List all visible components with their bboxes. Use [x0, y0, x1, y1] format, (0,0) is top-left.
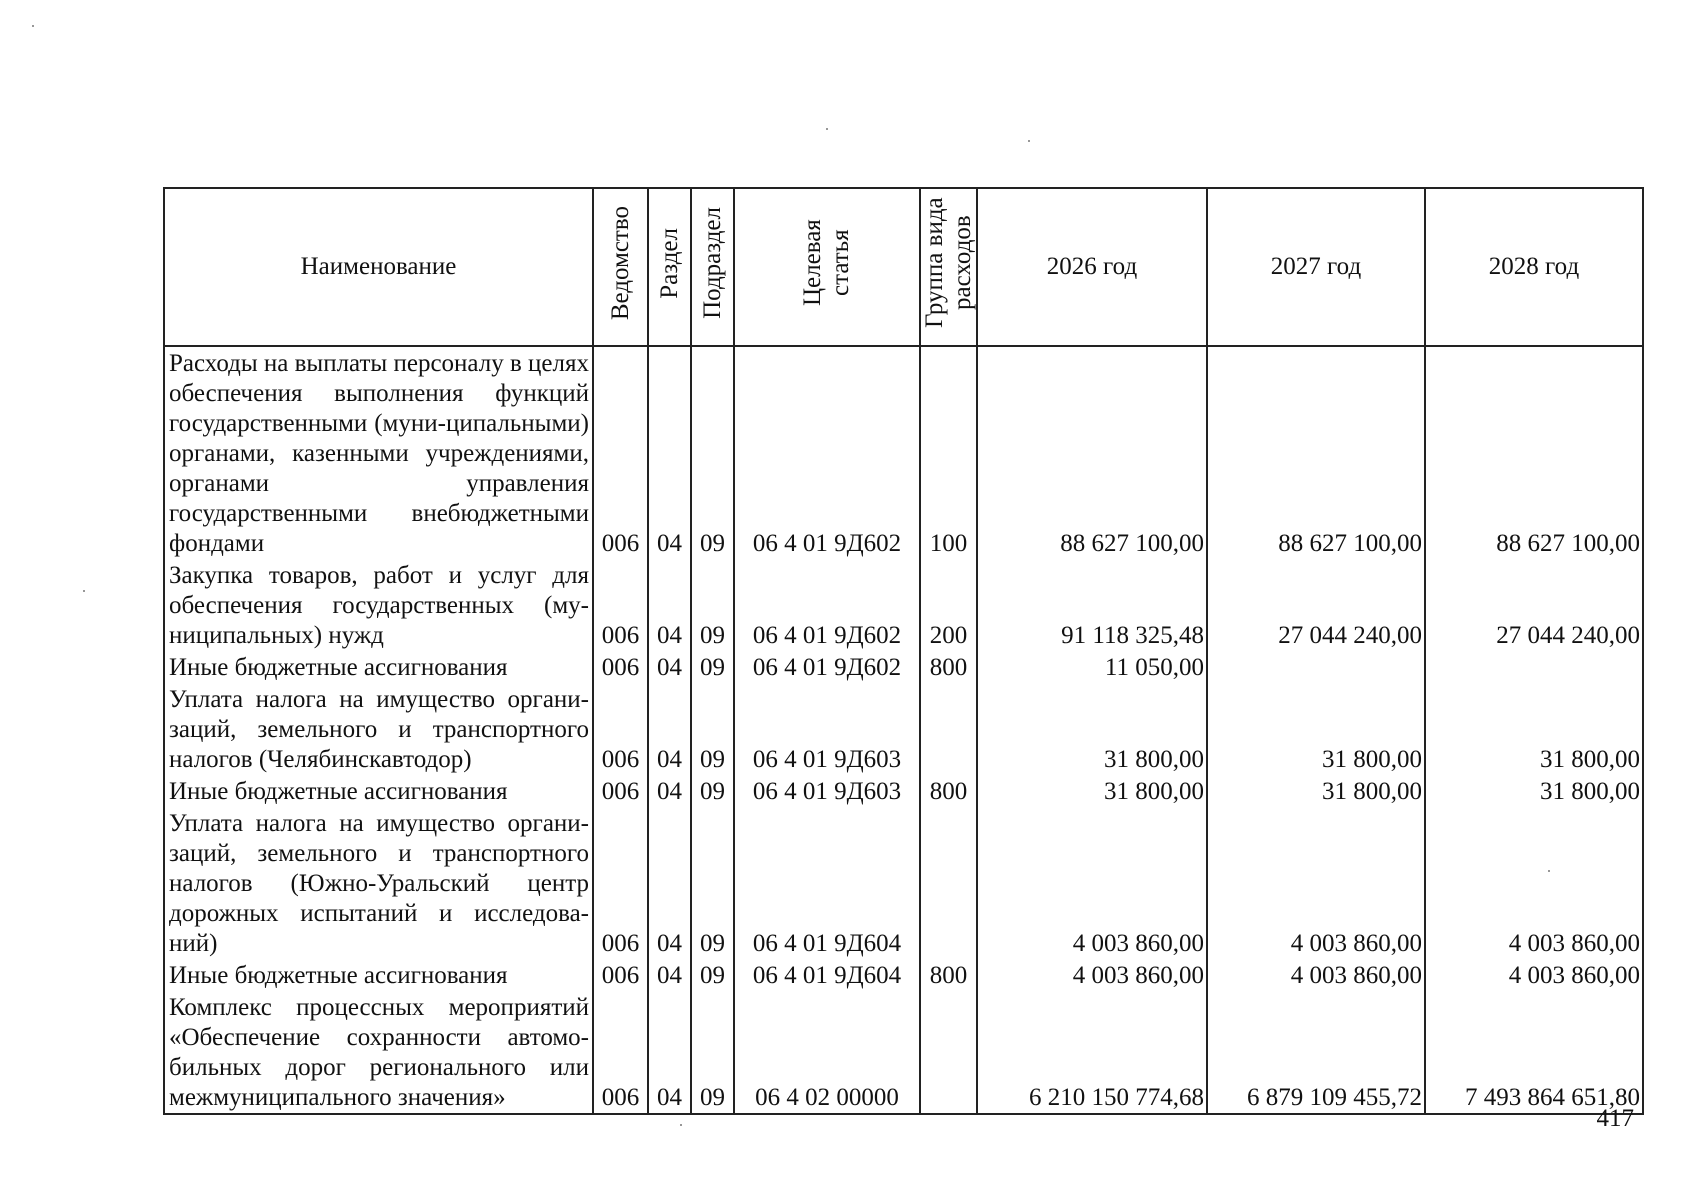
header-year-2026: 2026 год: [977, 188, 1207, 346]
row-amount-2028: 31 800,00: [1425, 683, 1643, 775]
row-section: 04: [648, 775, 691, 807]
header-target-item: Целевая статья: [734, 188, 920, 346]
row-amount-2026: 88 627 100,00: [977, 346, 1207, 559]
scan-speck: [1028, 140, 1030, 142]
row-target-item: 06 4 01 9Д602: [734, 559, 920, 651]
row-subsection: 09: [691, 775, 734, 807]
row-department: 006: [593, 959, 648, 991]
row-amount-2028: 7 493 864 651,80: [1425, 991, 1643, 1114]
page-number: 417: [1596, 1105, 1634, 1132]
table-body: [164, 346, 1643, 1114]
row-department: 006: [593, 651, 648, 683]
row-department: 006: [593, 991, 648, 1114]
row-amount-2027: 31 800,00: [1207, 775, 1425, 807]
row-amount-2028: 27 044 240,00: [1425, 559, 1643, 651]
row-amount-2026: 31 800,00: [977, 775, 1207, 807]
row-name: Иные бюджетные ассигнования: [164, 959, 593, 991]
row-department: 006: [593, 346, 648, 559]
scan-speck: [826, 128, 828, 130]
row-department: 006: [593, 807, 648, 959]
row-target-item: 06 4 01 9Д603: [734, 775, 920, 807]
row-expense-group: 800: [920, 651, 977, 683]
row-amount-2027: 4 003 860,00: [1207, 959, 1425, 991]
row-subsection: 09: [691, 991, 734, 1114]
row-expense-group: [920, 683, 977, 775]
row-section: 04: [648, 346, 691, 559]
table-row: [164, 559, 1643, 651]
row-amount-2028: [1425, 651, 1643, 683]
row-amount-2027: 88 627 100,00: [1207, 346, 1425, 559]
row-name: Уплата налога на имущество органи-заций, земельного и транспортного налогов (Челябинскавтодор): [164, 683, 593, 775]
row-amount-2026: 6 210 150 774,68: [977, 991, 1207, 1114]
scan-speck: [83, 590, 85, 592]
row-target-item: 06 4 01 9Д604: [734, 807, 920, 959]
row-department: 006: [593, 775, 648, 807]
row-name: Иные бюджетные ассигнования: [164, 775, 593, 807]
row-amount-2026: 31 800,00: [977, 683, 1207, 775]
header-subsection: Подраздел: [691, 188, 734, 346]
row-subsection: 09: [691, 959, 734, 991]
row-target-item: 06 4 02 00000: [734, 991, 920, 1114]
row-name: Расходы на выплаты персоналу в целях обеспечения выполнения функций государственными (муни-ципальными) органами, казенными учреждениями, органами управления государственными внебюджетными фондами: [164, 346, 593, 559]
row-expense-group: 800: [920, 775, 977, 807]
table-row: [164, 651, 1643, 683]
row-target-item: 06 4 01 9Д602: [734, 651, 920, 683]
budget-table: [163, 187, 1644, 1115]
row-section: 04: [648, 559, 691, 651]
row-subsection: 09: [691, 807, 734, 959]
table-header-row: [164, 188, 1643, 346]
row-section: 04: [648, 991, 691, 1114]
row-amount-2027: [1207, 651, 1425, 683]
row-subsection: 09: [691, 651, 734, 683]
row-amount-2028: 31 800,00: [1425, 775, 1643, 807]
row-section: 04: [648, 683, 691, 775]
row-name: Уплата налога на имущество органи-заций, земельного и транспортного налогов (Южно-Уральский центр дорожных испытаний и исследова-ний): [164, 807, 593, 959]
header-department: Ведомство: [593, 188, 648, 346]
row-expense-group: 200: [920, 559, 977, 651]
row-amount-2028: 4 003 860,00: [1425, 807, 1643, 959]
row-amount-2028: 4 003 860,00: [1425, 959, 1643, 991]
header-year-2028: 2028 год: [1425, 188, 1643, 346]
row-amount-2027: 4 003 860,00: [1207, 807, 1425, 959]
table-row: [164, 683, 1643, 775]
row-department: 006: [593, 683, 648, 775]
row-target-item: 06 4 01 9Д604: [734, 959, 920, 991]
row-target-item: 06 4 01 9Д602: [734, 346, 920, 559]
row-amount-2026: 4 003 860,00: [977, 959, 1207, 991]
header-name: Наименование: [164, 188, 593, 346]
row-amount-2027: 27 044 240,00: [1207, 559, 1425, 651]
row-target-item: 06 4 01 9Д603: [734, 683, 920, 775]
scan-speck: [32, 25, 34, 27]
row-department: 006: [593, 559, 648, 651]
header-year-2027: 2027 год: [1207, 188, 1425, 346]
row-section: 04: [648, 651, 691, 683]
row-amount-2028: 88 627 100,00: [1425, 346, 1643, 559]
row-expense-group: [920, 807, 977, 959]
row-subsection: 09: [691, 683, 734, 775]
row-name: Иные бюджетные ассигнования: [164, 651, 593, 683]
header-expense-group: Группа вида расходов: [920, 188, 977, 346]
table-row: [164, 346, 1643, 559]
table-row: [164, 807, 1643, 959]
row-amount-2027: 31 800,00: [1207, 683, 1425, 775]
table-row: [164, 991, 1643, 1114]
row-section: 04: [648, 807, 691, 959]
row-name: Комплекс процессных мероприятий «Обеспечение сохранности автомо-бильных дорог регионального или межмуниципального значения»: [164, 991, 593, 1114]
scan-speck: [1548, 870, 1550, 872]
table-row: [164, 959, 1643, 991]
row-amount-2027: 6 879 109 455,72: [1207, 991, 1425, 1114]
row-amount-2026: 11 050,00: [977, 651, 1207, 683]
row-subsection: 09: [691, 346, 734, 559]
table-row: [164, 775, 1643, 807]
header-section: Раздел: [648, 188, 691, 346]
row-amount-2026: 91 118 325,48: [977, 559, 1207, 651]
scan-speck: [680, 1124, 682, 1126]
row-name: Закупка товаров, работ и услуг для обеспечения государственных (му-ниципальных) нужд: [164, 559, 593, 651]
row-subsection: 09: [691, 559, 734, 651]
row-expense-group: 100: [920, 346, 977, 559]
row-expense-group: [920, 991, 977, 1114]
row-amount-2026: 4 003 860,00: [977, 807, 1207, 959]
row-expense-group: 800: [920, 959, 977, 991]
row-section: 04: [648, 959, 691, 991]
